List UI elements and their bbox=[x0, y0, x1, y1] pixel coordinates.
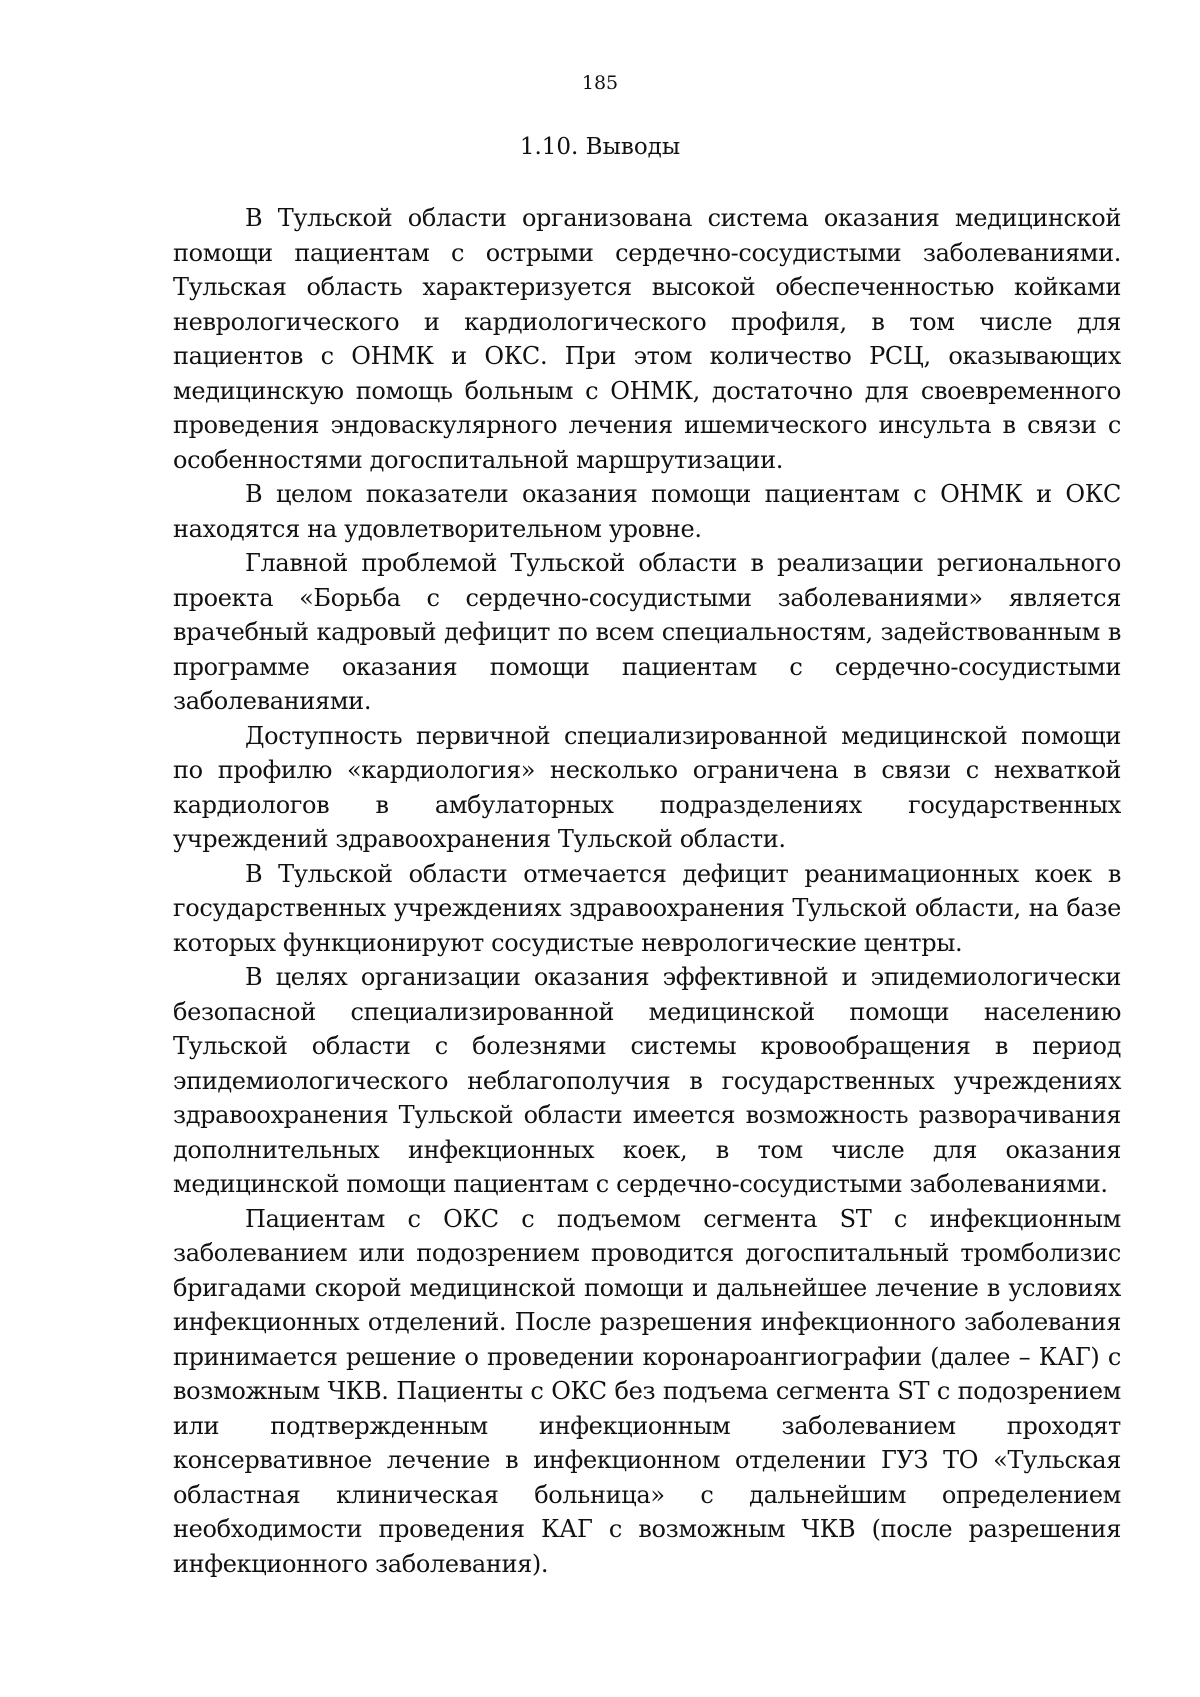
paragraph-overall-indicators: В целом показатели оказания помощи пациентам с ОНМК и ОКС находятся на удовлетворительном уровне. bbox=[173, 480, 1121, 543]
paragraph-staff-shortage: Главной проблемой Тульской области в реализации регионального проекта «Борьба с сердечно-сосудистыми заболеваниями» является врачебный кадровый дефицит по всем специальностям, задействованным в программе оказания помощи пациентам с сердечно-сосудистыми заболеваниями. bbox=[173, 549, 1121, 715]
paragraph-infectious-beds: В целях организации оказания эффективной и эпидемиологически безопасной специализированной медицинской помощи населению Тульской области с болезнями системы кровообращения в период эпидемиологического неблагополучия в государственных учреждениях здравоохранения Тульской области имеется возможность разворачивания дополнительных инфекционных коек, в том числе для оказания медицинской помощи пациентам с сердечно-сосудистыми заболеваниями. bbox=[173, 963, 1121, 1198]
section-title: 1.10. Выводы bbox=[519, 134, 681, 160]
document-body bbox=[173, 201, 1121, 1581]
paragraph-care-system: В Тульской области организована система оказания медицинской помощи пациентам с острыми сердечно-сосудистыми заболеваниями. Тульская область характеризуется высокой обеспеченностью койками неврологического и кардиологического профиля, в том числе для пациентов с ОНМК и ОКС. При этом количество РСЦ, оказывающих медицинскую помощь больным с ОНМК, достаточно для своевременного проведения эндоваскулярного лечения ишемического инсульта в связи с особенностями догоспитальной маршрутизации. bbox=[173, 204, 1121, 474]
page-number: 185 bbox=[581, 72, 619, 94]
paragraph-acs-treatment: Пациентам с ОКС с подъемом сегмента ST с инфекционным заболеванием или подозрением проводится догоспитальный тромболизис бригадами скорой медицинской помощи и дальнейшее лечение в условиях инфекционных отделений. После разрешения инфекционного заболевания принимается решение о проведении коронароангиографии (далее – КАГ) с возможным ЧКВ. Пациенты с ОКС без подъема сегмента ST с подозрением или подтвержденным инфекционным заболеванием проходят консервативное лечение в инфекционном отделении ГУЗ ТО «Тульская областная клиническая больница» с дальнейшим определением необходимости проведения КАГ с возможным ЧКВ (после разрешения инфекционного заболевания). bbox=[173, 1204, 1121, 1578]
paragraph-icu-beds: В Тульской области отмечается дефицит реанимационных коек в государственных учреждениях здравоохранения Тульской области, на базе которых функционируют сосудистые неврологические центры. bbox=[173, 859, 1121, 957]
paragraph-cardiology-access: Доступность первичной специализированной медицинской помощи по профилю «кардиология» несколько ограничена в связи с нехваткой кардиологов в амбулаторных подразделениях государственных учреждений здравоохранения Тульской области. bbox=[173, 721, 1121, 853]
